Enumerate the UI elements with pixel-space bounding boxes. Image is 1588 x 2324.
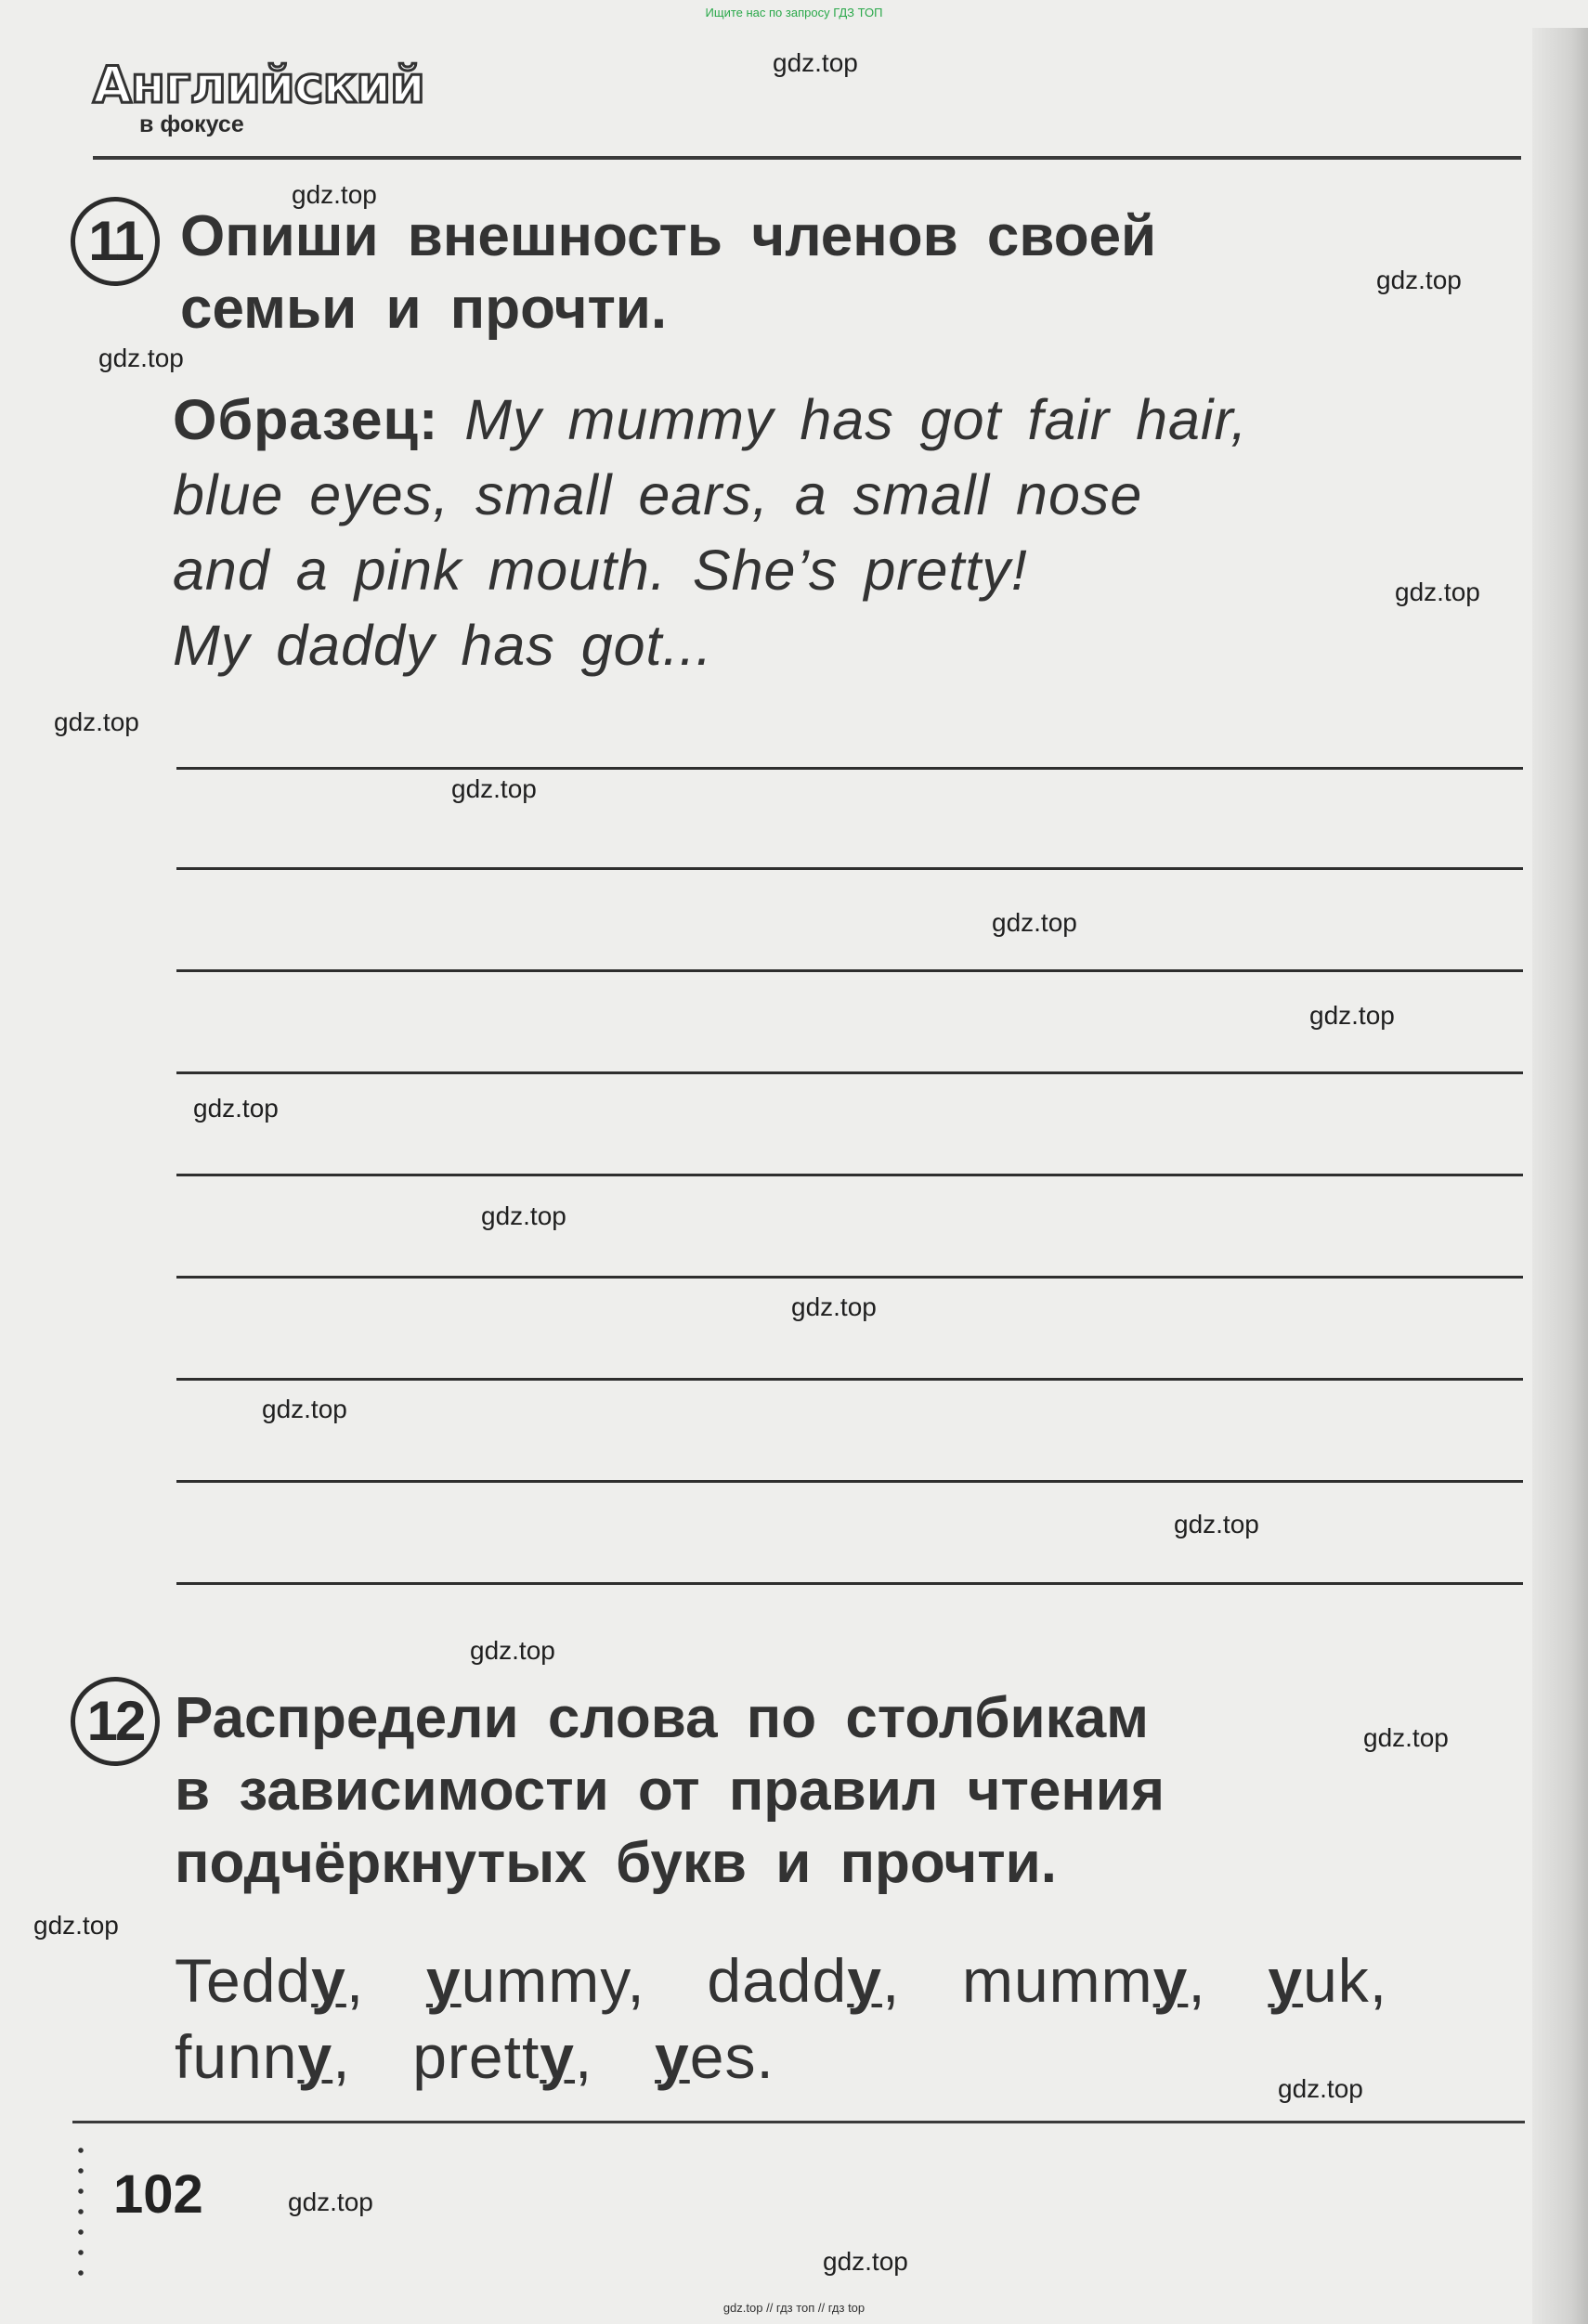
watermark: gdz.top <box>1309 1001 1395 1030</box>
underlined-letter: y <box>1152 1946 1189 2015</box>
word-row <box>175 1942 1387 2019</box>
sample-line: and a pink mouth. She’s pretty! <box>173 539 1028 602</box>
word-part: , <box>332 2022 351 2091</box>
header-rule <box>93 156 1521 160</box>
underlined-letter: y <box>1268 1946 1304 2015</box>
word-item <box>1268 1946 1387 2015</box>
word-part: Tedd <box>175 1946 312 2015</box>
word-part: , <box>575 2022 593 2091</box>
word-part: mumm <box>961 1946 1153 2015</box>
watermark: gdz.top <box>823 2247 908 2276</box>
watermark: gdz.top <box>451 774 537 803</box>
watermark: gdz.top <box>992 908 1077 937</box>
sample-line: My daddy has got... <box>173 614 713 677</box>
watermark: gdz.top <box>470 1636 555 1665</box>
word-item <box>175 1946 364 2015</box>
word-part: , <box>1188 1946 1206 2015</box>
word-item <box>655 2022 774 2091</box>
word-item <box>175 2022 351 2091</box>
watermark: gdz.top <box>292 180 377 209</box>
word-part: ummy, <box>461 1946 645 2015</box>
book-logo <box>93 56 424 137</box>
answer-line[interactable] <box>176 1071 1523 1074</box>
answer-line[interactable] <box>176 1582 1523 1585</box>
watermark: gdz.top <box>791 1292 877 1321</box>
sample-line: My mummy has got fair hair, <box>464 388 1248 451</box>
answer-line[interactable] <box>176 767 1523 770</box>
watermark: gdz.top <box>1395 578 1480 606</box>
task-12-title-line: Распредели слова по столбикам <box>175 1686 1150 1750</box>
word-part: dadd <box>707 1946 848 2015</box>
answer-line[interactable] <box>176 1378 1523 1381</box>
watermark: gdz.top <box>98 344 184 372</box>
answer-line[interactable] <box>176 1174 1523 1176</box>
task-12-title-line: в зависимости от правил чтения <box>175 1759 1165 1823</box>
page-edge-shadow <box>1532 28 1588 2324</box>
underlined-letter: y <box>655 2022 690 2091</box>
word-part: , <box>345 1946 365 2015</box>
logo-subtitle: в фокусе <box>139 111 244 137</box>
answer-line[interactable] <box>176 1276 1523 1279</box>
task-12-title-line: подчёркнутых букв и прочти. <box>175 1831 1057 1895</box>
task-12-number: 12 <box>71 1677 160 1766</box>
word-part: uk, <box>1303 1946 1388 2015</box>
task-11-title-line: Опиши внешность членов своей <box>180 204 1157 268</box>
watermark: gdz.top <box>262 1395 347 1423</box>
sample-line: blue eyes, small ears, a small nose <box>173 463 1143 526</box>
watermark: gdz.top <box>288 2188 373 2216</box>
logo-title: Английский <box>93 56 424 114</box>
word-part: , <box>881 1946 901 2015</box>
watermark: gdz.top <box>33 1911 119 1940</box>
dotted-margin <box>78 2140 84 2289</box>
watermark: gdz.top <box>773 48 858 77</box>
answer-line[interactable] <box>176 1480 1523 1483</box>
watermark: gdz.top <box>193 1094 279 1123</box>
underlined-letter: y <box>311 1946 346 2015</box>
footer-rule <box>72 2121 1525 2123</box>
sample-label: Образец: <box>173 388 439 451</box>
underlined-letter: y <box>847 1946 882 2015</box>
top-search-note: Ищите нас по запросу ГДЗ ТОП <box>705 6 883 19</box>
word-part: prett <box>412 2022 540 2091</box>
page-number: 102 <box>113 2164 203 2225</box>
word-item <box>707 1946 900 2015</box>
bottom-note: gdz.top // гдз топ // гдз top <box>722 2301 866 2315</box>
word-row <box>175 2019 1387 2095</box>
word-item <box>426 1946 645 2015</box>
watermark: gdz.top <box>1174 1510 1259 1539</box>
underlined-letter: y <box>540 2022 576 2091</box>
task-11-number: 11 <box>71 197 160 286</box>
task-11-title-line: семьи и прочти. <box>180 277 668 341</box>
word-part: es. <box>689 2022 774 2091</box>
answer-line[interactable] <box>176 969 1523 972</box>
word-item <box>412 2022 592 2091</box>
watermark: gdz.top <box>1376 266 1462 294</box>
task-12-word-list <box>175 1942 1387 2095</box>
task-11-title <box>180 201 1156 345</box>
underlined-letter: y <box>425 1946 462 2015</box>
watermark: gdz.top <box>54 708 139 736</box>
task-12-title <box>175 1682 1165 1900</box>
watermark: gdz.top <box>1278 2074 1363 2103</box>
task-11-sample <box>173 383 1529 683</box>
watermark: gdz.top <box>1363 1723 1449 1752</box>
underlined-letter: y <box>297 2022 333 2091</box>
answer-line[interactable] <box>176 867 1523 870</box>
word-part: funn <box>175 2022 298 2091</box>
word-item <box>962 1946 1206 2015</box>
watermark: gdz.top <box>481 1201 566 1230</box>
